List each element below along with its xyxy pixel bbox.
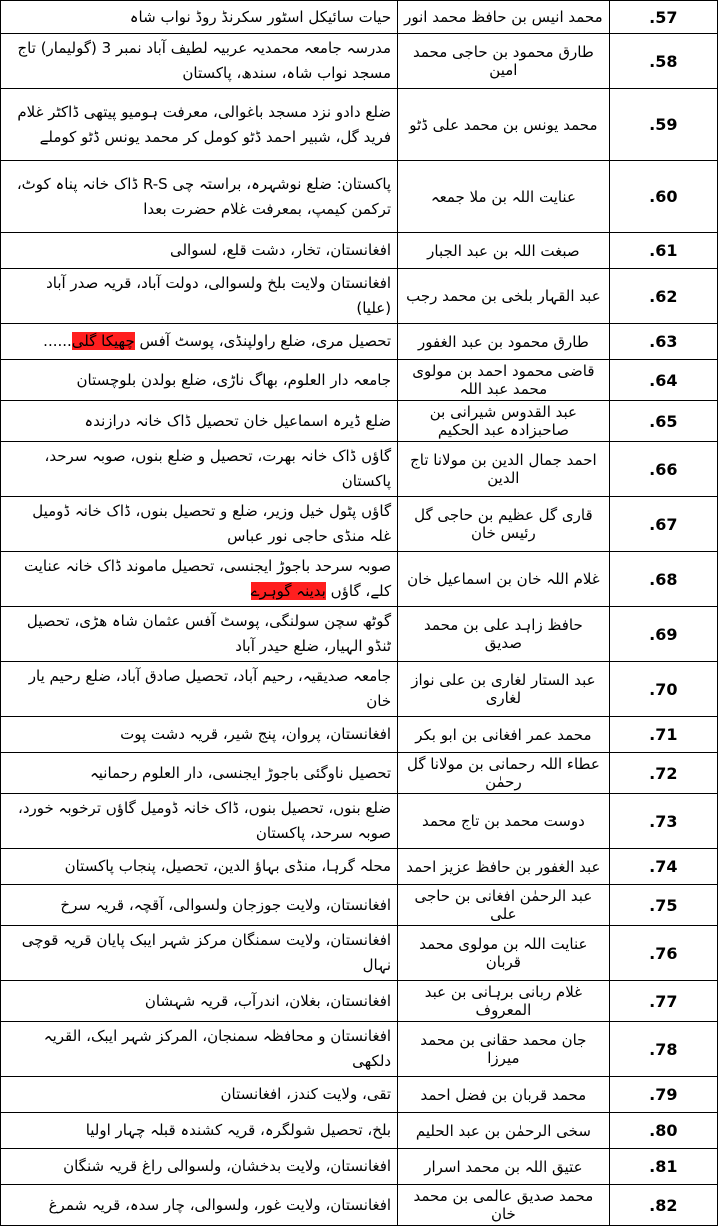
name-cell: طارق محمود بن حاجی محمد امین <box>398 34 610 89</box>
serial-number-cell: .69 <box>609 607 717 662</box>
table-row <box>1 1113 718 1149</box>
address-cell <box>1 552 398 607</box>
serial-number-cell: .82 <box>609 1185 717 1226</box>
address-text: ضلع بنوں، تحصیل بنوں، ڈاک خانہ ڈومیل گاؤں ترخوبہ خورد، صوبہ سرحد، پاکستان <box>18 799 392 842</box>
serial-number-cell: .63 <box>609 324 717 360</box>
address-cell <box>1 1185 398 1226</box>
name-cell: محمد قربان بن فضل احمد <box>398 1077 610 1113</box>
table-row <box>1 233 718 269</box>
name-cell: عبد القدوس شیرانی بن صاحبزادہ عبد الحکیم <box>398 401 610 442</box>
address-cell <box>1 324 398 360</box>
serial-number-cell: .59 <box>609 89 717 161</box>
address-text: افغانستان، تخار، دشت قلع، لسوالی <box>169 241 392 259</box>
serial-number-cell: .80 <box>609 1113 717 1149</box>
name-cell: محمد یونس بن محمد علی ڈٹو <box>398 89 610 161</box>
table-row <box>1 161 718 233</box>
serial-number-cell: .65 <box>609 401 717 442</box>
table-row <box>1 926 718 981</box>
table-row <box>1 360 718 401</box>
serial-number-cell: .77 <box>609 981 717 1022</box>
address-text: افغانستان، بغلان، اندرآب، قریہ شہشان <box>144 991 392 1010</box>
serial-number-cell: .71 <box>609 717 717 753</box>
address-cell <box>1 1022 398 1077</box>
serial-number-cell: .62 <box>609 269 717 324</box>
address-cell <box>1 885 398 926</box>
name-cell: حافظ زاہد علی بن محمد صدیق <box>398 607 610 662</box>
table-row <box>1 89 718 161</box>
address-text: افغانستان، ولایت سمنگان مرکز شہر ایبک پایان قریہ قوچی نہال <box>21 931 392 974</box>
serial-number-cell: .74 <box>609 849 717 885</box>
address-text-suffix: ...... <box>43 332 72 350</box>
serial-number-cell: .64 <box>609 360 717 401</box>
address-text: افغانستان، پروان، پنج شیر، قریہ دشت پوت <box>120 725 392 743</box>
table-row <box>1 662 718 717</box>
name-cell: عتیق اللہ بن محمد اسرار <box>398 1149 610 1185</box>
serial-number-cell: .81 <box>609 1149 717 1185</box>
address-text: افغانستان، ولایت جوزجان ولسوالی، آقچہ، قریہ سرخ <box>60 895 392 914</box>
table-row <box>1 1022 718 1077</box>
serial-number-cell: .73 <box>609 794 717 849</box>
name-cell: غلام ربانی برہانی بن عبد المعروف <box>398 981 610 1022</box>
address-text: افغانستان و محافظہ سمنجان، المرکز شہر ایبک، القریہ دلکھی <box>43 1027 392 1070</box>
serial-number-cell: .58 <box>609 34 717 89</box>
name-cell: طارق محمود بن عبد الغفور <box>398 324 610 360</box>
address-text: جامعہ صدیقیہ، رحیم آباد، تحصیل صادق آباد، ضلع رحیم یار خان <box>28 667 392 710</box>
table-body <box>1 1 718 1226</box>
name-cell: قاری گل عظیم بن حاجی گل رئیس خان <box>398 497 610 552</box>
address-text: محلہ گرہا، منڈی بہاؤ الدین، تحصیل، پنجاب پاکستان <box>64 857 392 875</box>
address-cell <box>1 1 398 34</box>
address-text: جامعہ دار العلوم، بھاگ ناڑی، ضلع بولدن بلوچستان <box>76 370 392 389</box>
name-cell: محمد صدیق عالمی بن محمد خان <box>398 1185 610 1226</box>
name-cell: محمد انیس بن حافظ محمد انور <box>398 1 610 34</box>
table-row <box>1 552 718 607</box>
address-text: پاکستان: ضلع نوشہرہ، براستہ چی R-S ڈاک خانہ پناہ کوٹ، ترکمن کیمپ، بمعرفت غلام حضرت بعدا <box>16 174 392 218</box>
address-cell <box>1 849 398 885</box>
address-text: افغانستان، ولایت غور، ولسوالی، چار سدہ، قریہ شمرغ <box>48 1195 392 1214</box>
name-cell: عبد الرحمٰن افغانی بن حاجی علی <box>398 885 610 926</box>
name-cell: عنایت اللہ بن ملا جمعہ <box>398 161 610 233</box>
address-text: مدرسہ جامعہ محمدیہ عربیہ لطیف آباد نمبر 3 (گولیمار) تاج مسجد نواب شاہ، سندھ، پاکستان <box>17 39 392 82</box>
table-row <box>1 269 718 324</box>
address-cell <box>1 607 398 662</box>
address-text: ضلع دادو نزد مسجد باغوالی، معرفت ہومیو پیتھی ڈاکٹر غلام فرید گل، شبیر احمد ڈٹو کومل کر محمد یونس ڈٹو کوملے <box>17 102 392 146</box>
name-cell: غلام اللہ خان بن اسماعیل خان <box>398 552 610 607</box>
table-row <box>1 885 718 926</box>
table-row <box>1 1185 718 1226</box>
serial-number-cell: .57 <box>609 1 717 34</box>
address-cell <box>1 233 398 269</box>
address-cell <box>1 269 398 324</box>
serial-number-cell: .75 <box>609 885 717 926</box>
address-cell <box>1 442 398 497</box>
address-cell <box>1 981 398 1022</box>
highlighted-address-fragment: چھیکا گلی <box>71 332 135 350</box>
address-cell <box>1 360 398 401</box>
serial-number-cell: .67 <box>609 497 717 552</box>
serial-number-cell: .70 <box>609 662 717 717</box>
address-text: گاؤں ڈاک خانہ بھرت، تحصیل و ضلع بنوں، صوبہ سرحد، پاکستان <box>44 447 392 490</box>
serial-number-cell: .66 <box>609 442 717 497</box>
name-cell: عبد الستار لغاری بن علی نواز لغاری <box>398 662 610 717</box>
table-row <box>1 717 718 753</box>
name-cell: قاضی محمود احمد بن مولوی محمد عبد اللہ <box>398 360 610 401</box>
serial-number-cell: .79 <box>609 1077 717 1113</box>
name-cell: عبد الغفور بن حافظ عزیز احمد <box>398 849 610 885</box>
table-row <box>1 1077 718 1113</box>
address-cell <box>1 662 398 717</box>
name-cell: عنایت اللہ بن مولوی محمد قربان <box>398 926 610 981</box>
table-row <box>1 1149 718 1185</box>
serial-number-cell: .61 <box>609 233 717 269</box>
address-text: ضلع ڈیرہ اسماعیل خان تحصیل ڈاک خانہ درازندہ <box>84 411 392 430</box>
address-text: بلخ، تحصیل شولگرہ، قریہ کشندہ قبلہ چہار اولیا <box>85 1121 392 1139</box>
highlighted-address-fragment: بدینہ گوہرے <box>250 582 326 600</box>
name-cell: عبد القہار بلخی بن محمد رجب <box>398 269 610 324</box>
address-cell <box>1 401 398 442</box>
table-row <box>1 442 718 497</box>
name-cell: سخی الرحمٰن بن عبد الحلیم <box>398 1113 610 1149</box>
address-text: افغانستان ولایت بلخ ولسوالی، دولت آباد، قریہ صدر آباد (علیا) <box>46 274 392 317</box>
name-cell: محمد عمر افغانی بن ابو بکر <box>398 717 610 753</box>
address-cell <box>1 753 398 794</box>
address-text: صوبہ سرحد باجوڑ ایجنسی، تحصیل ماموند ڈاک خانہ عنایت کلے، گاؤں <box>24 557 392 600</box>
address-cell <box>1 89 398 161</box>
address-cell <box>1 717 398 753</box>
serial-number-cell: .72 <box>609 753 717 794</box>
table-row <box>1 607 718 662</box>
serial-number-cell: .60 <box>609 161 717 233</box>
serial-number-cell: .68 <box>609 552 717 607</box>
table-row <box>1 324 718 360</box>
table-row <box>1 401 718 442</box>
name-cell: احمد جمال الدین بن مولانا تاج الدین <box>398 442 610 497</box>
address-cell <box>1 497 398 552</box>
table-row <box>1 981 718 1022</box>
address-text: تحصیل ناوگئی باجوڑ ایجنسی، دار العلوم رحمانیہ <box>89 763 392 782</box>
address-text: حیات سائیکل اسٹور سکرنڈ روڈ نواب شاہ <box>129 7 392 26</box>
address-cell <box>1 34 398 89</box>
address-cell <box>1 1077 398 1113</box>
serial-number-cell: .76 <box>609 926 717 981</box>
name-cell: صبغت اللہ بن عبد الجبار <box>398 233 610 269</box>
address-text: افغانستان، ولایت بدخشان، ولسوالی راغ قریہ شنگان <box>63 1157 392 1175</box>
address-cell <box>1 161 398 233</box>
table-row <box>1 849 718 885</box>
table-row <box>1 34 718 89</box>
table-row <box>1 1 718 34</box>
table-row <box>1 497 718 552</box>
address-text: گوٹھ سچن سولنگی، پوسٹ آفس عثمان شاہ ھڑی، تحصیل ٹنڈو الہیار، ضلع حیدر آباد <box>26 612 392 655</box>
address-cell <box>1 794 398 849</box>
name-cell: جان محمد حقانی بن محمد میرزا <box>398 1022 610 1077</box>
address-text: گاؤں پٹول خیل وزیر، ضلع و تحصیل بنوں، ڈاک خانہ ڈومیل غلہ منڈی حاجی نور عباس <box>32 502 392 545</box>
name-cell: عطاء اللہ رحمانی بن مولانا گل رحمٰن <box>398 753 610 794</box>
address-text: تقی، ولایت کندز، افغانستان <box>220 1085 392 1103</box>
address-cell <box>1 1113 398 1149</box>
table-row <box>1 753 718 794</box>
address-cell <box>1 926 398 981</box>
address-cell <box>1 1149 398 1185</box>
serial-number-cell: .78 <box>609 1022 717 1077</box>
table-row <box>1 794 718 849</box>
address-text: تحصیل مری، ضلع راولپنڈی، پوسٹ آفس <box>134 332 392 350</box>
name-cell: دوست محمد بن تاج محمد <box>398 794 610 849</box>
